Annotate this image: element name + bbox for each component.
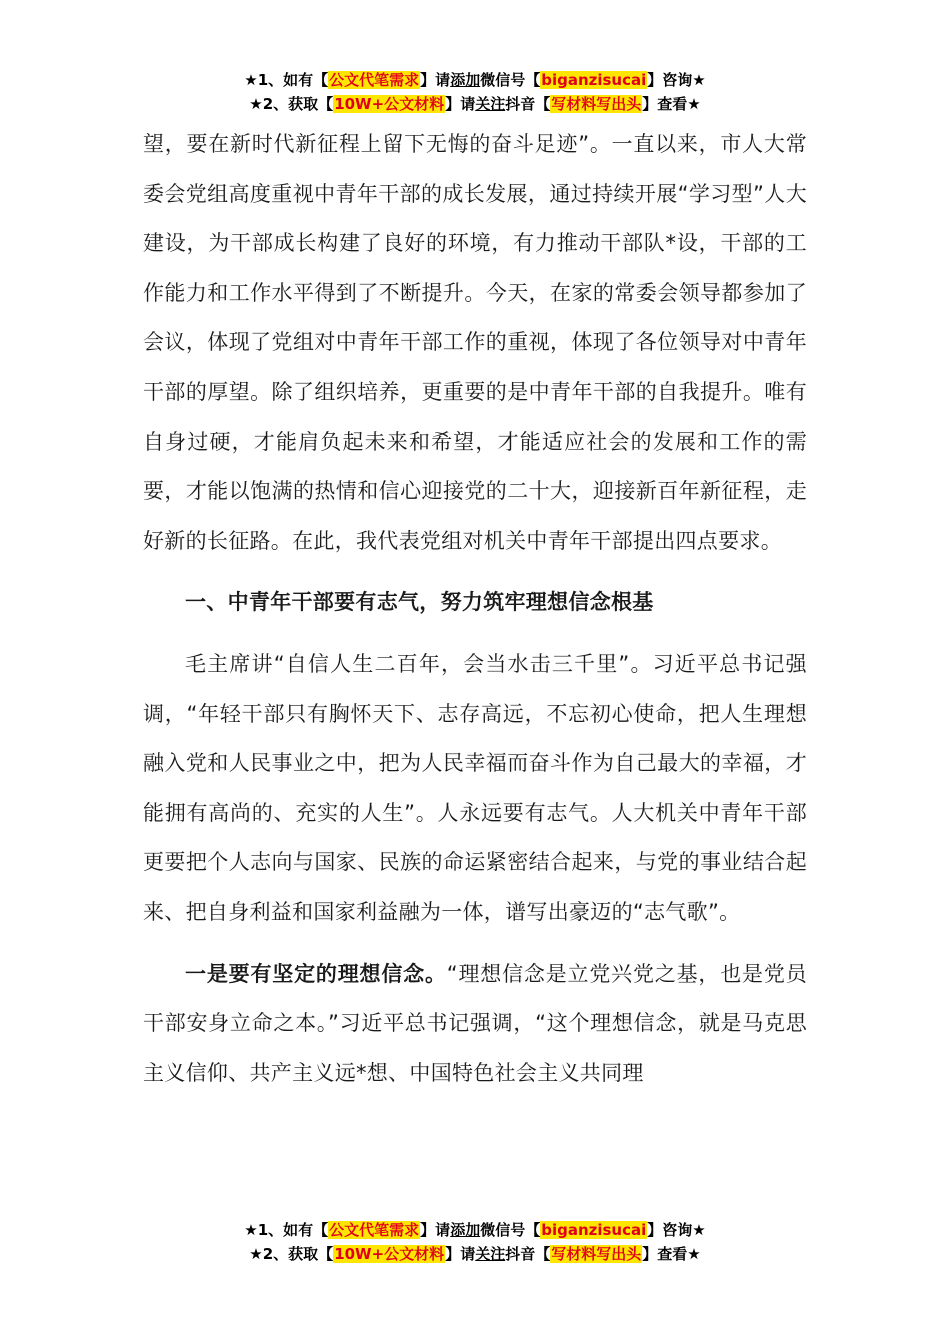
banner-text: 微信号【 xyxy=(480,71,541,89)
banner-text: ★2、获取【 xyxy=(249,1245,334,1263)
banner-highlight: 10W+公文材料 xyxy=(334,1245,445,1263)
banner-underline: 关注 xyxy=(475,95,506,113)
header-banner xyxy=(0,68,950,116)
banner-highlight: 公文代笔需求 xyxy=(329,71,420,89)
banner-text: 】咨询★ xyxy=(647,1221,706,1239)
paragraph xyxy=(143,950,807,1099)
banner-line-1 xyxy=(0,1218,950,1242)
banner-highlight: 写材料写出头 xyxy=(551,95,642,113)
banner-line-2 xyxy=(0,92,950,116)
banner-text: 】请 xyxy=(420,1221,451,1239)
banner-text: 微信号【 xyxy=(480,1221,541,1239)
footer-banner xyxy=(0,1218,950,1266)
banner-text: 抖音【 xyxy=(505,95,551,113)
banner-highlight: biganzisucai xyxy=(541,71,647,89)
banner-text: ★1、如有【 xyxy=(244,71,329,89)
banner-underline: 添加 xyxy=(450,1221,481,1239)
banner-highlight: 写材料写出头 xyxy=(551,1245,642,1263)
banner-highlight: biganzisucai xyxy=(541,1221,647,1239)
banner-highlight: 10W+公文材料 xyxy=(334,95,445,113)
banner-text: 】请 xyxy=(445,1245,476,1263)
banner-text: ★1、如有【 xyxy=(244,1221,329,1239)
paragraph-text: “理想信念是立党兴党之基，也是党员干部安身立命之本。”习近平总书记强调，“这个理想信念，就是马克思主义信仰、共产主义远*想、中国特色社会主义共同理 xyxy=(143,961,807,1085)
document-body xyxy=(143,120,807,1098)
banner-text: 】咨询★ xyxy=(647,71,706,89)
banner-text: 】查看★ xyxy=(642,95,701,113)
banner-text: 】请 xyxy=(420,71,451,89)
banner-underline: 添加 xyxy=(450,71,481,89)
paragraph-lead: 一是要有坚定的理想信念。 xyxy=(185,961,447,986)
paragraph: 毛主席讲“自信人生二百年，会当水击三千里”。习近平总书记强调，“年轻干部只有胸怀天下、志存高远，不忘初心使命，把人生理想融入党和人民事业之中，把为人民幸福而奋斗作为自己最大的幸福，才能拥有高尚的、充实的人生”。人永远要有志气。人大机关中青年干部更要把个人志向与国家、民族的命运紧密结合起来，与党的事业结合起来、把自身利益和国家利益融为一体，谱写出豪迈的“志气歌”。 xyxy=(143,651,807,924)
section-heading: 一、中青年干部要有志气，努力筑牢理想信念根基 xyxy=(185,590,654,615)
banner-line-1 xyxy=(0,68,950,92)
paragraph: 望，要在新时代新征程上留下无悔的奋斗足迹”。一直以来，市人大常委会党组高度重视中青年干部的成长发展，通过持续开展“学习型”人大建设，为干部成长构建了良好的环境，有力推动干部队*设，干部的工作能力和工作水平得到了不断提升。今天，在家的常委会领导都参加了会议，体现了党组对中青年干部工作的重视，体现了各位领导对中青年干部的厚望。除了组织培养，更重要的是中青年干部的自我提升。唯有自身过硬，才能肩负起未来和希望，才能适应社会的发展和工作的需要，才能以饱满的热情和信心迎接党的二十大，迎接新百年新征程，走好新的长征路。在此，我代表党组对机关中青年干部提出四点要求。 xyxy=(143,132,807,553)
banner-text: ★2、获取【 xyxy=(249,95,334,113)
banner-text: 】查看★ xyxy=(642,1245,701,1263)
banner-text: 抖音【 xyxy=(505,1245,551,1263)
banner-line-2 xyxy=(0,1242,950,1266)
banner-text: 】请 xyxy=(445,95,476,113)
banner-highlight: 公文代笔需求 xyxy=(329,1221,420,1239)
banner-underline: 关注 xyxy=(475,1245,506,1263)
